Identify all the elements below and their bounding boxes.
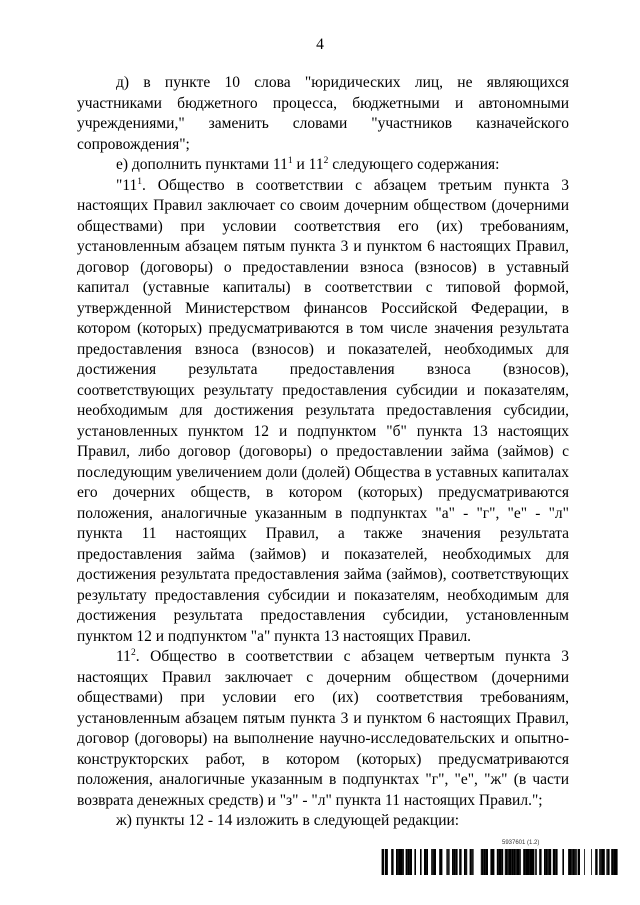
document-body [77, 73, 569, 832]
barcode-icon [380, 849, 620, 875]
text-run: ж) пункты 12 - 14 изложить в следующей редакции: [116, 812, 460, 829]
paragraph-p-zh [77, 811, 569, 832]
text-run: "11 [116, 176, 138, 194]
text-run: д) в пункте 10 слова "юридических лиц, не являющихся участниками бюджетного процесса, бюджетными и автономными учреждениями," заменить словами "участников казначейского сопровождения"; [77, 74, 569, 153]
superscript: 1 [137, 176, 143, 187]
paragraph-p-11-1 [77, 176, 569, 648]
paragraph-p-11-2 [77, 647, 569, 811]
superscript: 1 [287, 156, 293, 166]
superscript: 2 [323, 156, 329, 166]
paragraph-p-e [77, 155, 569, 176]
text-run: следующего содержания: [328, 156, 500, 173]
text-run: е) дополнить пунктами 11 [116, 156, 288, 173]
text-run: 11 [116, 648, 131, 665]
page-number: 4 [316, 36, 324, 53]
text-run: . Общество в соответствии с абзацем третьим пункта 3 настоящих Правил заключает со своим дочерним обществом (дочерними обществами) при условии соответствия его (их) требованиям, установленным абзацем пятым пункта 3 и пунктом 6 настоящих Правил, договор (договоры) о предоставлении взноса (взносов) в уставный капитал (уставные капиталы) в соответствии с типовой формой, утвержденной Министерством финансов Российской Федерации, в котором (которых) предусматриваются в том числе значения результата предоставления взноса (взносов) и показателей, необходимых для достижения результата предоставления взноса (взносов), соответствующих результату предоставления субсидии и показателям, необходимым для достижения результата предоставления субсидии, установленных пунктом 12 и подпунктом "б" пункта 13 настоящих Правил, либо договор (договоры) о предоставлении займа (займов) с последующим увеличением доли (долей) Общества в уставных капиталах его дочерних обществ, в котором (которых) предусматриваются положения, аналогичные указанным в подпунктах "а" - "г", "е" - "л" пункта 11 настоящих Правил, а также значения результата предоставления займа (займов) и показателей, необходимых для достижения результата предоставления займа (займов), соответствующих результату предоставления субсидии и показателям, необходимым для достижения результата предоставления субсидии, установленным пунктом 12 и подпунктом "а" пункта 13 настоящих Правил. [77, 176, 569, 645]
superscript: 2 [130, 648, 136, 658]
text-run: . Общество в соответствии с абзацем четвертым пункта 3 настоящих Правил заключает с дочерним обществом (дочерними обществами) при условии его (их) соответствия требованиям, установленным абзацем пятым пункта 3 и пунктом 6 настоящих Правил, договор (договоры) на выполнение научно-исследовательских и опытно-конструкторских работ, в котором (которых) предусматриваются положения, аналогичные указанным в подпунктах "г", "е", "ж" (в части возврата денежных средств) и "з" - "л" пункта 11 настоящих Правил."; [77, 648, 569, 809]
barcode-number: 5937601 (1.2) [502, 840, 540, 846]
text-run: и 11 [292, 156, 324, 173]
paragraph-p-d [77, 73, 569, 155]
